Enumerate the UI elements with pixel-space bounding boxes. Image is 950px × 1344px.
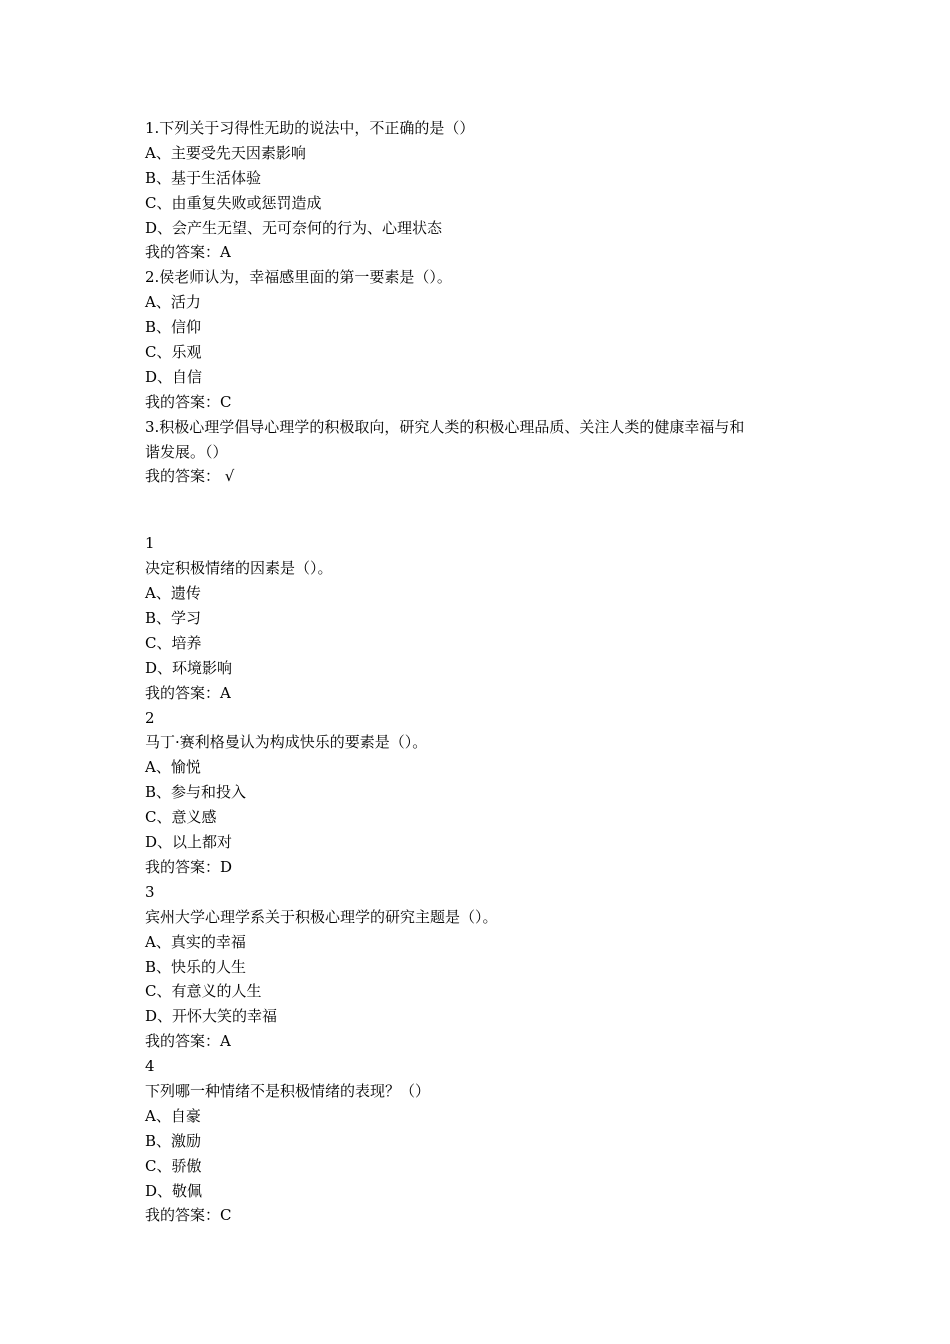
option-c: C、骄傲 — [145, 1156, 202, 1175]
question-text: 决定积极情绪的因素是（）。 — [145, 559, 333, 578]
option-c: C、意义感 — [145, 808, 217, 827]
question-text: 马丁·赛利格曼认为构成快乐的要素是（）。 — [145, 733, 428, 752]
question-text: 1.下列关于习得性无助的说法中，不正确的是（） — [145, 119, 475, 137]
question-number: 3 — [145, 882, 155, 901]
question-number: 4 — [145, 1057, 155, 1076]
question-number: 1 — [145, 534, 155, 553]
option-a: A、自豪 — [145, 1106, 201, 1125]
question-text: 2.侯老师认为，幸福感里面的第一要素是（）。 — [145, 268, 452, 287]
option-c: C、培养 — [145, 633, 202, 652]
option-c: C、由重复失败或惩罚造成 — [145, 193, 322, 212]
my-answer: 我的答案：A — [145, 243, 231, 262]
option-b: B、信仰 — [145, 318, 202, 337]
my-answer: 我的答案： √ — [145, 467, 235, 486]
option-a: A、活力 — [145, 293, 201, 312]
option-a: A、主要受先天因素影响 — [145, 143, 306, 162]
option-a: A、愉悦 — [145, 758, 201, 777]
my-answer: 我的答案：A — [145, 683, 231, 702]
option-c: C、有意义的人生 — [145, 982, 262, 1001]
my-answer: 我的答案：D — [145, 857, 233, 876]
option-a: A、真实的幸福 — [145, 932, 246, 951]
question-text: 3.积极心理学倡导心理学的积极取向，研究人类的积极心理品质、关注人类的健康幸福与和 — [145, 417, 745, 436]
question-number: 2 — [145, 708, 155, 727]
option-b: B、激励 — [145, 1131, 202, 1150]
option-b: B、快乐的人生 — [145, 957, 247, 976]
option-d: D、会产生无望、无可奈何的行为、心理状态 — [145, 218, 443, 237]
option-a: A、遗传 — [145, 584, 201, 603]
option-b: B、参与和投入 — [145, 783, 247, 802]
question-text: 下列哪一种情绪不是积极情绪的表现？（） — [145, 1081, 431, 1100]
my-answer: 我的答案：A — [145, 1032, 231, 1051]
option-d: D、自信 — [145, 367, 203, 386]
option-d: D、以上都对 — [145, 833, 233, 852]
question-text-continued: 谐发展。（） — [145, 442, 228, 461]
option-c: C、乐观 — [145, 343, 202, 362]
document-page — [145, 116, 825, 1228]
my-answer: 我的答案：C — [145, 1206, 232, 1225]
section-gap — [145, 489, 825, 531]
option-d: D、敬佩 — [145, 1181, 203, 1200]
option-d: D、开怀大笑的幸福 — [145, 1007, 278, 1026]
option-b: B、学习 — [145, 609, 202, 628]
question-text: 宾州大学心理学系关于积极心理学的研究主题是（）。 — [145, 907, 498, 926]
my-answer: 我的答案：C — [145, 392, 232, 411]
option-b: B、基于生活体验 — [145, 168, 262, 187]
option-d: D、环境影响 — [145, 658, 233, 677]
